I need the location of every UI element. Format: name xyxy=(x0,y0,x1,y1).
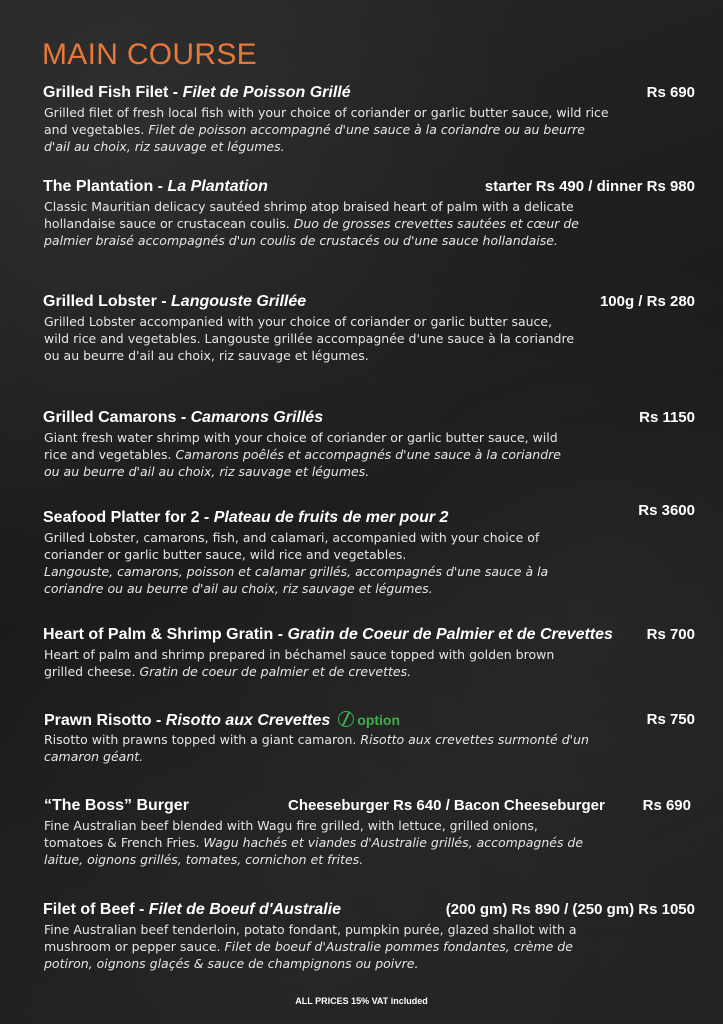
vat-footer-note: ALL PRICES 15% VAT included xyxy=(295,996,428,1006)
item-price: (200 gm) Rs 890 / (250 gm) Rs 1050 xyxy=(445,901,695,918)
item-price: starter Rs 490 / dinner Rs 980 xyxy=(484,178,695,195)
item-description: Giant fresh water shrimp with your choice of coriander or garlic butter sauce, wild rice and vegetables. Camarons poêlés et accompagnés d'une sauce à la coriandre ou au beurre d'ail au choix, riz sauvage et légumes. xyxy=(44,430,561,479)
item-price: Rs 700 xyxy=(646,626,695,643)
item-name: Grilled Fish Filet - Filet de Poisson Grillé xyxy=(43,84,351,101)
item-description: Grilled Lobster, camarons, fish, and calamari, accompanied with your choice of coriander or garlic butter sauce, wild rice and vegetables. Langouste, camarons, poisson et calamar grillés, accompagnés d'une sauce à la coriandre ou au beurre d'ail au choix, riz sauvage et légumes. xyxy=(44,530,549,596)
item-name: Seafood Platter for 2 - Plateau de fruits de mer pour 2 xyxy=(43,509,449,526)
item-name: Heart of Palm & Shrimp Gratin - Gratin de Coeur de Palmier et de Crevettes xyxy=(43,626,613,643)
item-price: Rs 690 xyxy=(642,797,691,814)
item-price: 100g / Rs 280 xyxy=(599,293,695,310)
item-name: Filet of Beef - Filet de Boeuf d'Australie xyxy=(43,901,342,918)
item-name: Prawn Risotto - Risotto aux Crevettes option xyxy=(44,712,401,729)
item-name: The Plantation - La Plantation xyxy=(43,178,268,195)
item-description: Fine Australian beef blended with Wagu fire grilled, with lettuce, grilled onions, tomatoes & French Fries. Wagu hachés et viandes d'Australie grillés, accompagnés de laitue, oignons grillés, tomates, cornichon et frites. xyxy=(44,818,584,867)
item-description: Grilled filet of fresh local fish with your choice of coriander or garlic butter sauce, wild rice and vegetables. Filet de poisson accompagné d'une sauce à la coriandre ou au beurre d'ail au choix, riz sauvage et légumes. xyxy=(44,105,609,154)
item-name: Grilled Camarons - Camarons Grillés xyxy=(43,409,324,426)
item-price: Rs 1150 xyxy=(639,409,695,426)
vegetarian-icon xyxy=(338,711,354,727)
item-price: Rs 750 xyxy=(646,711,695,728)
item-name: Grilled Lobster - Langouste Grillée xyxy=(43,293,307,310)
item-description: Risotto with prawns topped with a giant camaron. Risotto aux crevettes surmonté d'un camaron géant. xyxy=(44,732,589,764)
item-price: Rs 3600 xyxy=(638,502,695,519)
item-name: “The Boss” Burger xyxy=(44,797,189,814)
vegetarian-option-badge: option xyxy=(338,712,400,728)
item-variant: Cheeseburger Rs 640 / Bacon Cheeseburger xyxy=(288,797,605,814)
item-description: Classic Mauritian delicacy sautéed shrimp atop braised heart of palm with a delicate hollandaise sauce or crustacean coulis. Duo de grosses crevettes sautées et cœur de palmier braisé accompagnés d'un coulis de crustacés ou d'une sauce hollandaise. xyxy=(44,199,579,248)
item-description: Heart of palm and shrimp prepared in béchamel sauce topped with golden brown grilled cheese. Gratin de coeur de palmier et de crevettes. xyxy=(44,647,555,679)
item-description: Fine Australian beef tenderloin, potato fondant, pumpkin purée, glazed shallot with a mushroom or pepper sauce. Filet de boeuf d'Australie pommes fondantes, crème de potiron, oignons glaçés & sauce de champignons ou poivre. xyxy=(44,922,577,971)
item-description: Grilled Lobster accompanied with your choice of coriander or garlic butter sauce, wild rice and vegetables. Langouste grillée accompagnée d'une sauce à la coriandre ou au beurre d'ail au choix, riz sauvage et légumes. xyxy=(44,314,575,363)
page-title: MAIN COURSE xyxy=(42,38,257,71)
item-price: Rs 690 xyxy=(646,84,695,101)
